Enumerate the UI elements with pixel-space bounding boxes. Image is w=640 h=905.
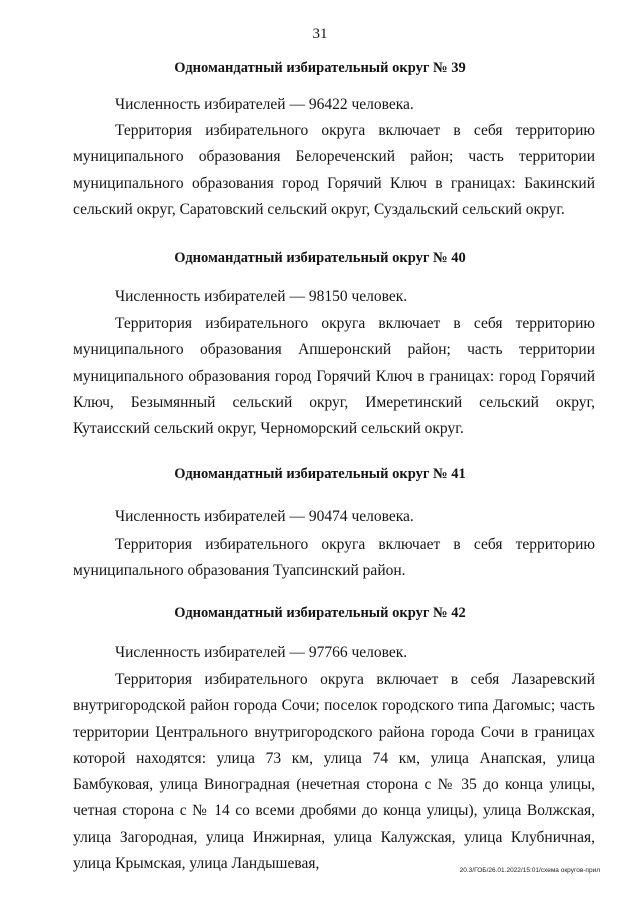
document-footer-code: 20.3/ГОБ/26.01.2022/15:01/схема округов-прил bbox=[459, 867, 600, 874]
territory-description-40: Территория избирательного округа включает в себя территорию муниципального образования Апшеронский район; часть территории муниципального образования город Горячий Ключ в границах: город Горячий Ключ, Безымянный сельский округ, Имеретинский сельский округ, Кутаисский сельский округ, Черноморский сельский округ. bbox=[73, 315, 595, 438]
district-heading-42: Одномандатный избирательный округ № 42 bbox=[174, 605, 466, 621]
district-heading-39: Одномандатный избирательный округ № 39 bbox=[174, 60, 466, 76]
territory-description-42: Территория избирательного округа включает в себя Лазаревский внутригородской район города Сочи; поселок городского типа Дагомыс; часть территории Центрального внутригородского района города Сочи в границах которой находятся: улица 73 км, улица 74 км, улица Анапская, улица Бамбуковая, улица Виноградная (нечетная сторона с № 35 до конца улицы, четная сторона с № 14 со всеми дробями до конца улицы), улица Волжская, улица Загородная, улица Инжирная, улица Калужская, улица Клубничная, улица Крымская, улица Ландышевая, bbox=[73, 671, 595, 873]
territory-description-39: Территория избирательного округа включает в себя территорию муниципального образования Белореченский район; часть территории муниципального образования город Горячий Ключ в границах: Бакинский сельский округ, Саратовский сельский округ, Суздальский сельский округ. bbox=[73, 122, 595, 218]
page-number: 31 bbox=[312, 26, 328, 42]
voters-count-40: Численность избирателей — 98150 человек. bbox=[115, 288, 408, 305]
voters-count-41: Численность избирателей — 90474 человека. bbox=[115, 508, 414, 525]
voters-count-42: Численность избирателей — 97766 человек. bbox=[115, 644, 408, 661]
voters-count-39: Численность избирателей — 96422 человека. bbox=[115, 96, 414, 113]
district-heading-41: Одномандатный избирательный округ № 41 bbox=[174, 466, 466, 482]
district-heading-40: Одномандатный избирательный округ № 40 bbox=[174, 250, 466, 266]
territory-description-41: Территория избирательного округа включает в себя территорию муниципального образования Туапсинский район. bbox=[73, 536, 595, 580]
